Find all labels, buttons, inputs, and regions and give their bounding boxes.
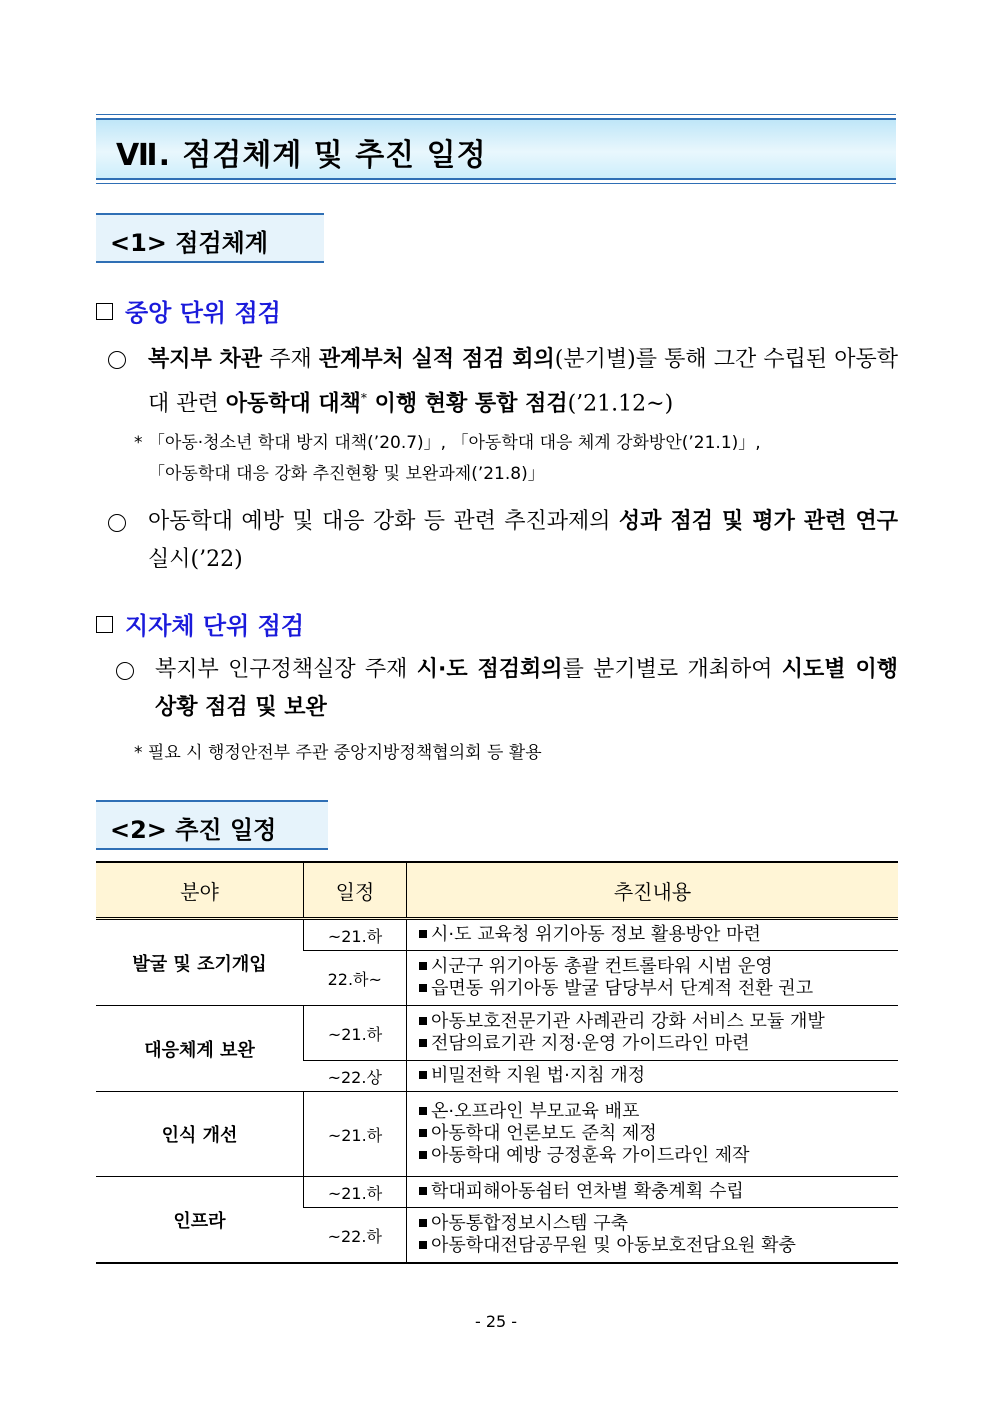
category-cell: 인프라 xyxy=(96,1177,304,1264)
local-heading: 지자체 단위 점검 xyxy=(96,606,304,641)
content-cell: 비밀전학 지원 법·지침 개정 xyxy=(407,1061,899,1092)
date-cell: ~21.하 xyxy=(304,1092,407,1177)
table-row xyxy=(96,1006,898,1061)
category-cell: 발굴 및 조기개입 xyxy=(96,919,304,1006)
date-cell: ~21.하 xyxy=(304,1006,407,1061)
circle-bullet-icon xyxy=(108,514,126,532)
schedule-table xyxy=(96,861,898,1264)
date-cell: ~22.상 xyxy=(304,1061,407,1092)
content-cell: 온·오프라인 부모교육 배포 아동학대 언론보도 준칙 제정 아동학대 예방 긍정훈육 가이드라인 제작 xyxy=(407,1092,899,1177)
local-item-1: 복지부 인구정책실장 주재 시·도 점검회의를 분기별로 개최하여 시도별 이행상황 점검 및 보완 xyxy=(155,657,899,720)
date-cell: ~22.하 xyxy=(304,1208,407,1264)
table-row xyxy=(96,1177,898,1208)
square-bullet-icon xyxy=(96,616,113,633)
circle-bullet-icon xyxy=(108,351,126,369)
content-cell: 아동보호전문기관 사례관리 강화 서비스 모듈 개발 전담의료기관 지정·운영 가이드라인 마련 xyxy=(407,1006,899,1061)
section-heading-1: <1> 점검체계 xyxy=(96,213,324,263)
date-cell: ~21.하 xyxy=(304,919,407,951)
chapter-title: Ⅶ. 점검체계 및 추진 일정 xyxy=(116,138,487,173)
content-cell: 시군구 위기아동 총괄 컨트롤타워 시범 운영 읍면동 위기아동 발굴 담당부서 단계적 전환 권고 xyxy=(407,951,899,1006)
table-header-row xyxy=(96,862,898,919)
category-cell: 대응체계 보완 xyxy=(96,1006,304,1092)
central-note-2: 「아동학대 대응 강화 추진현황 및 보완과제(’21.8)」 xyxy=(148,464,545,484)
content-cell: 학대피해아동쉼터 연차별 확충계획 수립 xyxy=(407,1177,899,1208)
table-row xyxy=(96,1092,898,1177)
table-row xyxy=(96,919,898,951)
section-heading-2: <2> 추진 일정 xyxy=(96,800,328,850)
local-note: * 필요 시 행정안전부 주관 중앙지방정책협의회 등 활용 xyxy=(134,743,542,763)
central-heading: 중앙 단위 점검 xyxy=(96,293,281,328)
square-bullet-icon xyxy=(96,303,113,320)
page-number: - 25 - xyxy=(474,1312,518,1331)
content-cell: 시·도 교육청 위기아동 정보 활용방안 마련 xyxy=(407,919,899,951)
date-cell: 22.하~ xyxy=(304,951,407,1006)
central-note-1: * 「아동·청소년 학대 방지 대책(’20.7)」, 「아동학대 대응 체계 강화방안(’21.1)」, xyxy=(134,433,761,453)
header-category: 분야 xyxy=(96,862,304,919)
date-cell: ~21.하 xyxy=(304,1177,407,1208)
header-date: 일정 xyxy=(304,862,407,919)
central-item-1: 복지부 차관 주재 관계부처 실적 점검 회의(분기별)를 통해 그간 수립된 아동학대 관련 아동학대 대책* 이행 현황 통합 점검(’21.12~) xyxy=(148,347,898,417)
central-item-2: 아동학대 예방 및 대응 강화 등 관련 추진과제의 성과 점검 및 평가 관련 연구 실시(’22) xyxy=(148,509,898,572)
category-cell: 인식 개선 xyxy=(96,1092,304,1177)
header-content: 추진내용 xyxy=(407,862,899,919)
chapter-banner xyxy=(96,118,896,180)
content-cell: 아동통합정보시스템 구축 아동학대전담공무원 및 아동보호전담요원 확충 xyxy=(407,1208,899,1264)
circle-bullet-icon xyxy=(116,662,134,680)
